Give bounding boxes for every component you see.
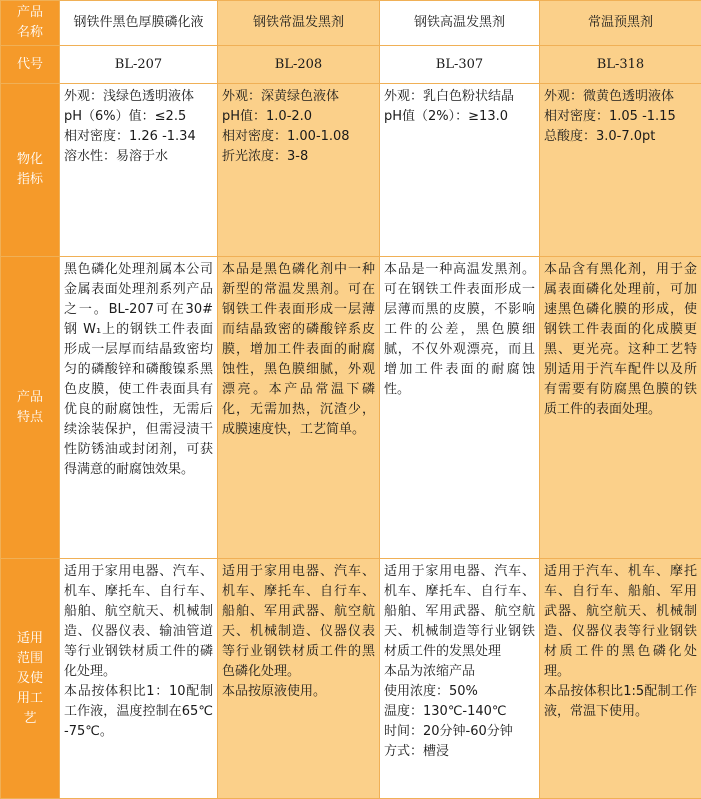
usage-cell <box>218 559 380 799</box>
product-code: BL-318 <box>540 46 701 84</box>
features-cell <box>380 257 540 559</box>
prop-line: pH（6%）值：≤2.5 <box>64 107 213 127</box>
usage-text: 适用于家用电器、汽车、机车、摩托车、自行车、船舶、航空航天、机械制造、仪器仪表、输油管道等行业钢铁材质工件的磷化处理。 <box>64 562 213 682</box>
props-cell <box>60 84 218 257</box>
props-row <box>1 84 701 257</box>
usage-cell <box>380 559 540 799</box>
row-header-code: 代号 <box>1 46 60 84</box>
product-name: 钢铁常温发黑剂 <box>218 1 380 46</box>
product-name: 钢铁件黑色厚膜磷化液 <box>60 1 218 46</box>
features-text: 黑色磷化处理剂属本公司金属表面处理剂系列产品之一。BL-207可在30#钢 W₁上的钢铁工件表面形成一层厚而结晶致密均匀的磷酸锌和磷酸镍系黑色皮膜，使工件表面具有优良的耐腐蚀性，无需后续涂装保护，但需浸渍干性防锈油或封闭剂，可获得满意的耐腐蚀效果。 <box>60 257 217 483</box>
code-row <box>1 46 701 84</box>
usage-text: 本品按体积比1:5配制工作液，常温下使用。 <box>544 682 697 722</box>
product-name: 钢铁高温发黑剂 <box>380 1 540 46</box>
prop-line: 总酸度：3.0-7.0pt <box>544 127 697 147</box>
product-code: BL-207 <box>60 46 218 84</box>
prop-line: 外观：浅绿色透明液体 <box>64 87 213 107</box>
usage-text: 适用于汽车、机车、摩托车、自行车、船舶、军用武器、航空航天、机械制造、仪器仪表等行业钢铁材质工件的黑色磷化处理。 <box>544 562 697 682</box>
usage-text: 使用浓度：50% <box>384 682 535 702</box>
features-cell <box>60 257 218 559</box>
usage-text: 时间：20分钟-60分钟 <box>384 722 535 742</box>
features-text: 本品含有黑化剂，用于金属表面磷化处理前，可加速黑色磷化膜的形成，使钢铁工件表面的化成膜更黑、更光亮。这种工艺特别适用于汽车配件以及所有需要有防腐黑色膜的铁质工件的表面处理。 <box>540 257 701 423</box>
product-code: BL-307 <box>380 46 540 84</box>
row-header-features: 产品 特点 <box>1 257 60 559</box>
prop-line: pH值：1.0-2.0 <box>222 107 375 127</box>
features-cell <box>540 257 701 559</box>
prop-line: 相对密度：1.00-1.08 <box>222 127 375 147</box>
usage-text: 适用于家用电器、汽车、机车、摩托车、自行车、船舶、军用武器、航空航天、机械制造等行业钢铁材质工件的发黑处理 <box>384 562 535 662</box>
prop-line: 外观：深黄绿色液体 <box>222 87 375 107</box>
features-row <box>1 257 701 559</box>
usage-text: 本品按原液使用。 <box>222 682 375 702</box>
prop-line: 溶水性：易溶于水 <box>64 147 213 167</box>
usage-text: 适用于家用电器、汽车、机车、摩托车、自行车、船舶、军用武器、航空航天、机械制造、仪器仪表等行业钢铁材质工件的黑色磷化处理。 <box>222 562 375 682</box>
usage-row <box>1 559 701 799</box>
prop-line: 折光浓度：3-8 <box>222 147 375 167</box>
usage-cell <box>540 559 701 799</box>
row-header-props: 物化 指标 <box>1 84 60 257</box>
usage-text: 本品为浓缩产品 <box>384 662 535 682</box>
props-cell <box>540 84 701 257</box>
prop-line: pH值（2%）：≥13.0 <box>384 107 535 127</box>
row-header-usage: 适用 范围 及使 用工 艺 <box>1 559 60 799</box>
usage-text: 本品按体积比1：10配制工作液，温度控制在65℃-75℃。 <box>64 682 213 742</box>
product-code: BL-208 <box>218 46 380 84</box>
prop-line: 相对密度：1.26 -1.34 <box>64 127 213 147</box>
usage-cell <box>60 559 218 799</box>
props-cell <box>380 84 540 257</box>
usage-text: 方式：槽浸 <box>384 742 535 762</box>
features-text: 本品是一种高温发黑剂。可在钢铁工件表面形成一层薄而黑的皮膜，不影响工件的公差，黑色膜细腻，不仅外观漂亮，而且增加工件表面的耐腐蚀性。 <box>380 257 539 403</box>
row-header-name: 产品 名称 <box>1 1 60 46</box>
prop-line: 外观：微黄色透明液体 <box>544 87 697 107</box>
features-text: 本品是黑色磷化剂中一种新型的常温发黑剂。可在钢铁工件表面形成一层薄而结晶致密的磷酸锌系皮膜，增加工件表面的耐腐蚀性，黑色膜细腻，外观漂亮。本产品常温下磷化，无需加热，沉渣少，成膜速度快，工艺简单。 <box>218 257 379 443</box>
usage-text: 温度：130℃-140℃ <box>384 702 535 722</box>
prop-line: 外观：乳白色粉状结晶 <box>384 87 535 107</box>
features-cell <box>218 257 380 559</box>
name-row <box>1 1 701 46</box>
product-name: 常温预黑剂 <box>540 1 701 46</box>
prop-line: 相对密度：1.05 -1.15 <box>544 107 697 127</box>
props-cell <box>218 84 380 257</box>
